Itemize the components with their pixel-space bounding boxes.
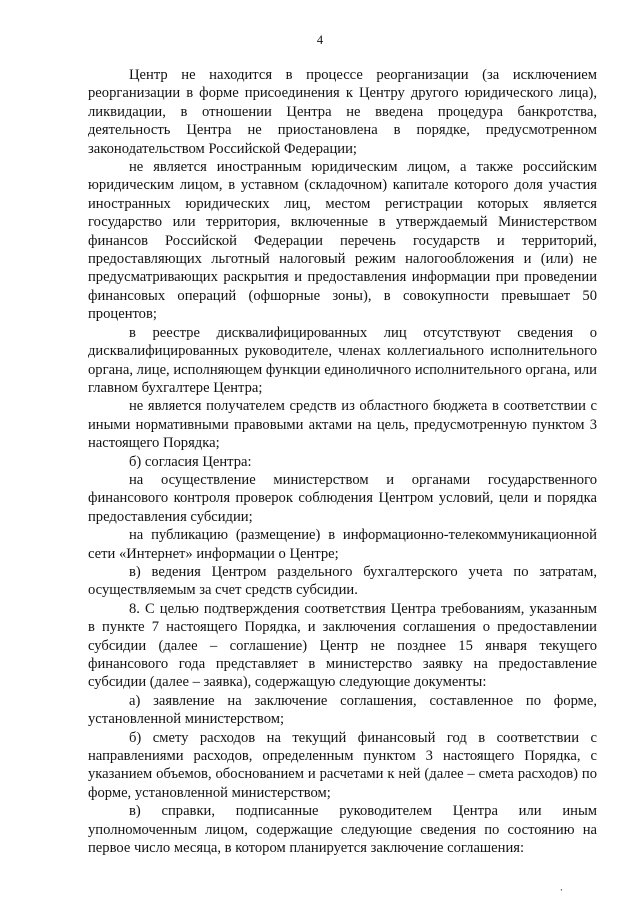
paragraph-budget-recipient: не является получателем средств из областного бюджета в соответствии с иными нормативными правовыми актами на цель, предусмотренную пунктом 3 настоящего Порядка; [88, 398, 597, 452]
paragraph-separate-accounting: в) ведения Центром раздельного бухгалтерского учета по затратам, осуществляемым за счет средств субсидии. [88, 563, 597, 599]
paragraph-item-8: 8. С целью подтверждения соответствия Центра требованиям, указанным в пункте 7 настоящего Порядка, и заключения соглашения о предоставлении субсидии (далее – соглашение) Центр не позднее 15 января текущего финансового года представляет в министерство заявку на предоставление субсидии (далее – заявка), содержащую следующие документы: [88, 600, 597, 691]
body-text [88, 66, 597, 857]
paragraph-cost-estimate: б) смету расходов на текущий финансовый год в соответствии с направлениями расходов, определенным пунктом 3 настоящего Порядка, с указанием объемов, обоснованием и расчетами к ней (далее – смета расходов) по форме, установленной министерством; [88, 729, 597, 801]
paragraph-reorganization: Центр не находится в процессе реорганизации (за исключением реорганизации в форме присоединения к Центру другого юридического лица), ликвидации, в отношении Центра не введена процедура банкротства, деятельность Центра не приостановлена в порядке, предусмотренном законодательством Российской Федерации; [88, 67, 597, 157]
page-number: 4 [316, 33, 324, 47]
paragraph-disqualified-registry: в реестре дисквалифицированных лиц отсутствуют сведения о дисквалифицированных руководителе, членах коллегиального исполнительного органа, лице, исполняющем функции единоличного исполнительного органа, или главном бухгалтере Центра; [88, 324, 597, 396]
footer-mark: ‚ [560, 883, 563, 892]
paragraph-publication-consent: на публикацию (размещение) в информационно-телекоммуникационной сети «Интернет» информации о Центре; [88, 527, 597, 562]
paragraph-inspection-consent: на осуществление министерством и органами государственного финансового контроля проверок соблюдения Центром условий, цели и порядка предоставления субсидии; [88, 471, 597, 525]
paragraph-application: а) заявление на заключение соглашения, составленное по форме, установленной министерством; [88, 692, 597, 728]
paragraph-certificates: в) справки, подписанные руководителем Центра или иным уполномоченным лицом, содержащие следующие сведения по состоянию на первое число месяца, в котором планируется заключение соглашения: [88, 803, 597, 857]
paragraph-foreign-entity: не является иностранным юридическим лицом, а также российским юридическим лицом, в уставном (складочном) капитале которого доля участия иностранных юридических лиц, местом регистрации которых является государство или территория, включенные в утверждаемый Министерством финансов Российской Федерации перечень государств и территорий, предоставляющих льготный налоговый режим налогообложения и (или) не предусматривающих раскрытия и предоставления информации при проведении финансовых операций (офшорные зоны), в совокупности превышает 50 процентов; [88, 159, 597, 323]
paragraph-consents: б) согласия Центра: [129, 453, 252, 470]
